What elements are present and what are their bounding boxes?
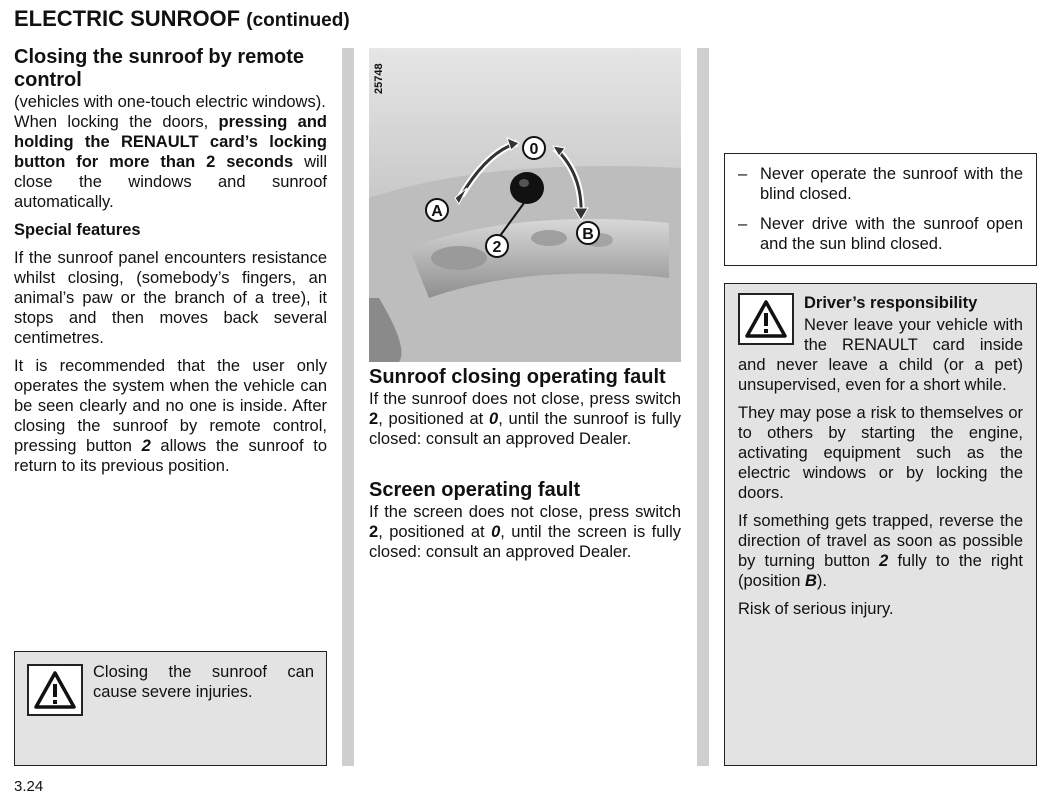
- note-text: Never operate the sunroof with the blind closed.: [760, 165, 1023, 203]
- svg-text:0: 0: [529, 141, 539, 158]
- lock-text-bold: pressing and holding the RENAULT card’s locking button for more than 2 seconds: [14, 113, 327, 171]
- svg-text:B: B: [582, 226, 594, 243]
- warning-text: Closing the sunroof can cause severe injuries.: [93, 663, 314, 701]
- trap-position-ref: B: [804, 572, 817, 590]
- position-a-label: [426, 199, 448, 221]
- figure-id-text: 25748: [373, 63, 385, 94]
- lock-text-end: will close the windows and sunroof automatically.: [14, 153, 327, 211]
- responsibility-paragraph-3: [738, 511, 1023, 591]
- sunroof-notes-box: [724, 153, 1037, 266]
- sunroof-switch-photo: [369, 48, 681, 362]
- special-features-heading: Special features: [14, 221, 141, 239]
- switch-2-label: [486, 235, 508, 257]
- left-column: [14, 46, 327, 484]
- svg-text:A: A: [431, 203, 443, 220]
- responsibility-paragraph-4: Risk of serious injury.: [738, 600, 894, 618]
- responsibility-paragraph-1: Never leave your vehicle with the RENAULT card inside and never leave a child (or a pet) unsupervised, even for a short while.: [738, 316, 1023, 394]
- page-title: [14, 6, 350, 32]
- column-divider: [697, 48, 709, 766]
- recommend-text-start: It is recommended that the user only operates the system when the vehicle can be seen clearly and no one is inside. After closing the sunroof by remote control, pressing button: [14, 357, 327, 455]
- screen-fault-paragraph: [369, 502, 681, 562]
- figure-id: [371, 52, 391, 96]
- trap-text-start: If something gets trapped, reverse the direction of travel as soon as possible by turning button: [738, 512, 1023, 570]
- closing-fault-paragraph: [369, 389, 681, 449]
- remote-closing-intro: (vehicles with one-touch electric windows).: [14, 93, 326, 111]
- screen-text-end: , until the screen is fully closed: consult an approved Dealer.: [369, 523, 681, 561]
- remote-closing-heading: Closing the sunroof by remote control: [14, 46, 305, 91]
- closing-fault-heading: Sunroof closing operating fault: [369, 366, 666, 388]
- responsibility-paragraph-2: They may pose a risk to themselves or to others by starting the engine, activating equipment such as the electric windows or by locking the doors.: [738, 404, 1023, 502]
- trap-text-mid: fully to the right (position: [738, 552, 1023, 590]
- trap-text-end: ).: [816, 572, 827, 590]
- screen-text-mid: , positioned at: [378, 523, 492, 541]
- title-suffix: (continued): [246, 10, 350, 31]
- driver-responsibility-box: [724, 283, 1037, 766]
- warning-triangle-icon: [27, 664, 83, 716]
- fault-position-ref: 0: [489, 410, 499, 428]
- recommend-button-ref: 2: [141, 437, 151, 455]
- column-divider: [342, 48, 354, 766]
- title-main: ELECTRIC SUNROOF: [14, 6, 241, 31]
- middle-column: [369, 366, 681, 570]
- fault-text-start: If the sunroof does not close, press switch: [369, 390, 681, 408]
- recommend-text-end: allows the sunroof to return to its previous position.: [14, 437, 327, 475]
- recommendation-paragraph: [14, 356, 327, 476]
- fault-switch-ref: 2: [369, 410, 379, 428]
- screen-switch-ref: 2: [369, 523, 379, 541]
- sunroof-injury-warning: [14, 651, 327, 766]
- remote-closing-paragraph: [14, 112, 327, 212]
- position-b-label: [577, 222, 599, 244]
- svg-text:2: 2: [492, 239, 502, 256]
- fault-text-end: , until the sunroof is fully closed: consult an approved Dealer.: [369, 410, 681, 448]
- fault-text-mid: , positioned at: [378, 410, 489, 428]
- note-text: Never drive with the sunroof open and the sun blind closed.: [760, 215, 1023, 253]
- special-features-paragraph: If the sunroof panel encounters resistance whilst closing, (somebody’s fingers, an animal’s paw or the branch of a tree), it stops and then moves back several centimetres.: [14, 249, 327, 347]
- position-0-label: [523, 137, 545, 159]
- trap-button-ref: 2: [879, 552, 889, 570]
- screen-position-ref: 0: [491, 523, 501, 541]
- screen-fault-heading: Screen operating fault: [369, 479, 581, 501]
- warning-triangle-icon: [738, 293, 794, 345]
- page-number: 3.24: [14, 778, 44, 795]
- note-item: – Never drive with the sunroof open and the sun blind closed.: [738, 215, 1023, 253]
- screen-text-start: If the screen does not close, press switch: [369, 503, 681, 521]
- responsibility-heading: Driver’s responsibility: [804, 294, 978, 312]
- lock-text-start: When locking the doors,: [14, 113, 219, 131]
- note-item: – Never operate the sunroof with the blind closed.: [738, 165, 1023, 203]
